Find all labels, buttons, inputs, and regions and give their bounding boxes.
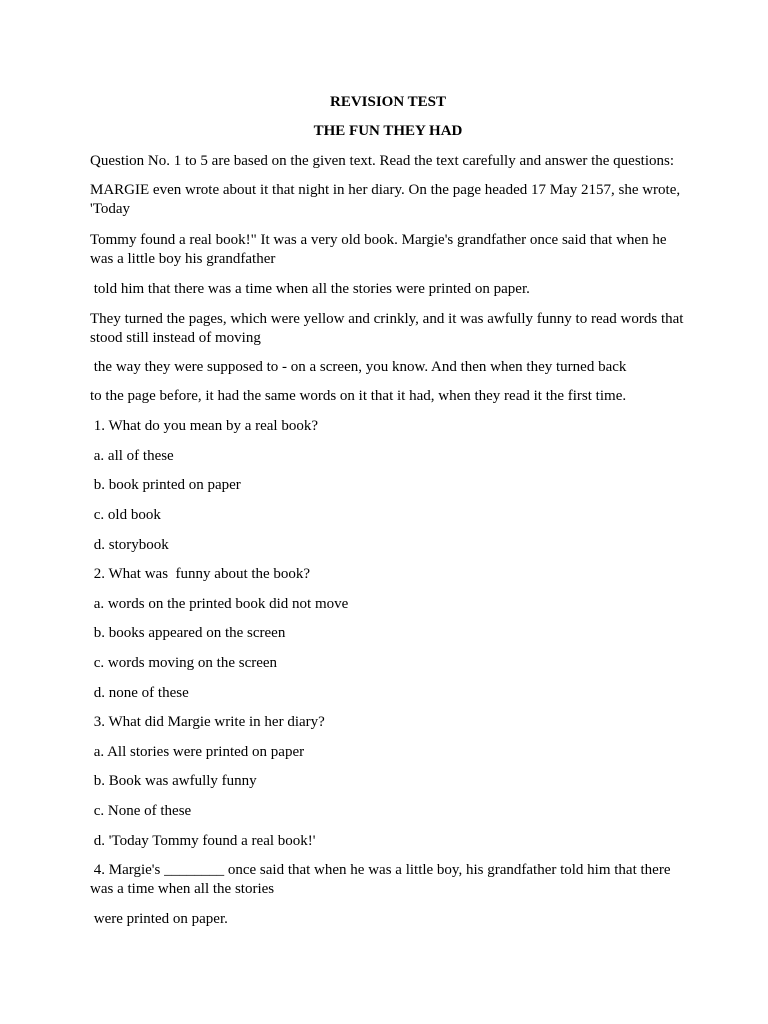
passage-paragraph: to the page before, it had the same words on it that it had, when they read it the first time. — [90, 388, 627, 404]
document-subtitle: THE FUN THEY HAD — [313, 123, 463, 139]
question-3-option-a: a. All stories were printed on paper — [90, 744, 305, 760]
passage-paragraph: the way they were supposed to - on a screen, you know. And then when they turned back — [90, 359, 627, 375]
instructions: Question No. 1 to 5 are based on the given text. Read the text carefully and answer the questions: — [90, 153, 675, 169]
document-page — [90, 0, 686, 1024]
passage-paragraph: MARGIE even wrote about it that night in her diary. On the page headed 17 May 2157, she wrote, 'Today — [90, 182, 684, 217]
question-4-continuation: were printed on paper. — [90, 911, 228, 927]
question-3: 3. What did Margie write in her diary? — [90, 714, 325, 730]
question-4: 4. Margie's ________ once said that when he was a little boy, his grandfather told him that there was a time when all the stories — [90, 862, 675, 897]
question-1-option-c: c. old book — [90, 507, 161, 523]
passage-paragraph: told him that there was a time when all the stories were printed on paper. — [90, 281, 530, 297]
question-2: 2. What was funny about the book? — [90, 566, 311, 582]
passage-paragraph: Tommy found a real book!" It was a very old book. Margie's grandfather once said that when he was a little boy his grandfather — [90, 232, 671, 267]
question-2-option-d: d. none of these — [90, 685, 189, 701]
question-2-option-a: a. words on the printed book did not move — [90, 596, 349, 612]
question-2-option-b: b. books appeared on the screen — [90, 625, 286, 641]
question-1: 1. What do you mean by a real book? — [90, 418, 318, 434]
document-title: REVISION TEST — [329, 94, 447, 110]
question-2-option-c: c. words moving on the screen — [90, 655, 278, 671]
question-1-option-d: d. storybook — [90, 537, 169, 553]
question-3-option-d: d. 'Today Tommy found a real book!' — [90, 833, 316, 849]
question-3-option-c: c. None of these — [90, 803, 192, 819]
question-1-option-b: b. book printed on paper — [90, 477, 241, 493]
question-3-option-b: b. Book was awfully funny — [90, 773, 257, 789]
question-1-option-a: a. all of these — [90, 448, 174, 464]
passage-paragraph: They turned the pages, which were yellow and crinkly, and it was awfully funny to read words that stood still instead of moving — [90, 311, 688, 346]
